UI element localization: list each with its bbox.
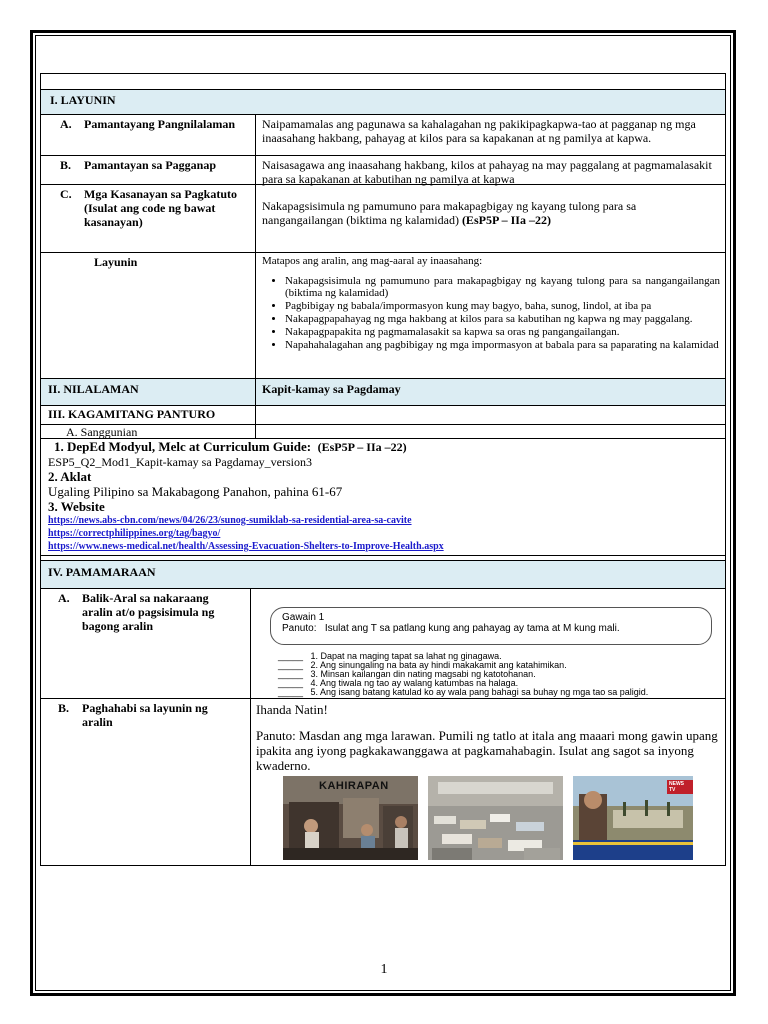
label-mga-kasanayan: Mga Kasanayan sa Pagkatuto (Isulat ang code ng bawat kasanayan) — [84, 187, 238, 229]
gawain-title: Gawain 1 — [282, 612, 325, 623]
section-header-nilalaman: II. NILALAMAN — [48, 382, 139, 396]
reference-deped-modyul: 1. DepEd Modyul, Melc at Curriculum Guide: (EsP5P – IIa –22) — [54, 439, 407, 454]
nilalaman-content: Kapit-kamay sa Pagdamay — [262, 382, 401, 396]
page-number: 1 — [380, 962, 388, 977]
label-paghahabi: Paghahabi sa layunin ng aralin — [82, 701, 208, 729]
objective-item: • Nakapagpapahayag ng mga hakbang at kilos para sa kabutihan ng kapwa ng may paggalang. — [285, 313, 720, 325]
row-letter-a: A. — [60, 117, 72, 131]
gawain-item: _____ 2. Ang sinungaling na bata ay hindi makakamit ang katahimikan. — [278, 660, 567, 670]
ihanda-natin: Ihanda Natin! — [256, 702, 328, 717]
objective-item: • Napahahalagahan ang pagbibigay ng mga impormasyon at babala para sa paparating na kalamidad — [285, 339, 720, 351]
gawain-item: _____ 4. Ang tiwala ng tao ay walang katumbas na halaga. — [278, 678, 519, 688]
gawain-item: _____ 3. Minsan kailangan din nating magsabi ng katotohanan. — [278, 669, 536, 679]
reference-aklat-title: Ugaling Pilipino sa Makabagong Panahon, pahina 61-67 — [48, 484, 343, 499]
label-pamantayang-pangnilalaman: Pamantayang Pangnilalaman — [84, 117, 236, 131]
objective-item: • Pagbibigay ng babala/impormasyon kung may bagyo, baha, sunog, lindol, at iba pa — [285, 300, 720, 312]
reference-aklat-label: 2. Aklat — [48, 469, 92, 484]
label-layunin: Layunin — [94, 255, 138, 269]
section-header-layunin: I. LAYUNIN — [50, 93, 116, 107]
photo-typhoon-news — [573, 776, 693, 860]
section-header-pamamaraan: IV. PAMAMARAAN — [48, 565, 156, 579]
content-mga-kasanayan: Nakapagsisimula ng pamumuno para makapagbigay ng kayang tulong para sa nangangailangan (biktima ng kalamidad) (EsP5P – IIa –22) — [262, 199, 637, 227]
label-sanggunian: A. Sanggunian — [66, 425, 138, 439]
row-letter-b: B. — [60, 158, 72, 172]
photo-caption-kahirapan: KAHIRAPAN — [319, 780, 389, 792]
label-balik-aral: Balik-Aral sa nakaraang aralin at/o pagsisimula ng bagong aralin — [82, 591, 215, 633]
reference-modyul-file: ESP5_Q2_Mod1_Kapit-kamay sa Pagdamay_version3 — [48, 455, 312, 469]
photo-kahirapan — [283, 776, 418, 860]
section-header-kagamitan: III. KAGAMITANG PANTURO — [48, 407, 216, 421]
content-pamantayan-sa-pagganap: Naisasagawa ang inaasahang hakbang, kilos at pahayag na may paggalang at pagmamalasakit para sa kapakanan at kabutihan ng pamilya at kapwa — [262, 158, 712, 186]
gawain-panuto: Panuto: Isulat ang T sa patlang kung ang pahayag ay tama at M kung mali. — [282, 623, 620, 634]
photo-evacuation-center — [428, 776, 563, 860]
objective-item: • Nakapagpapakita ng pagmamalasakit sa kapwa sa oras ng pangangailangan. — [285, 326, 720, 338]
row-letter-a-pamamaraan: A. — [58, 591, 70, 605]
link-correct-philippines[interactable]: https://correctphilippines.org/tag/bagyo/ — [48, 528, 221, 539]
objective-item: • Nakapagsisimula ng pamumuno para makapagbigay ng kayang tulong para sa nangangailangan (biktima ng kalamidad) — [285, 275, 720, 299]
objectives-intro: Matapos ang aralin, ang mag-aaral ay inaasahang: — [262, 255, 483, 267]
news-tv-badge: NEWS TV — [667, 780, 693, 794]
content-pamantayang-pangnilalaman: Naipamamalas ang pagunawa sa kahalagahan ng pakikipagkapwa-tao at pagganap ng mga inaasahang hakbang, pahayag at kilos para sa kapakanan at ng pamilya at kapwa. — [262, 117, 696, 145]
link-news-medical[interactable]: https://www.news-medical.net/health/Assessing-Evacuation-Shelters-to-Improve-Health.aspx — [48, 541, 444, 552]
row-letter-c: C. — [60, 187, 72, 201]
reference-website-label: 3. Website — [48, 499, 105, 514]
paghahabi-panuto: Panuto: Masdan ang mga larawan. Pumili ng tatlo at itala ang maaari mong gawin upang ipakita ang iyong pagkakawanggawa at pagkamahabagin. Isulat ang sagot sa inyong kwaderno. — [256, 728, 718, 773]
objectives-list — [255, 275, 720, 352]
gawain-item: _____ 5. Ang isang batang katulad ko ay wala pang bahagi sa buhay ng mga tao sa paligid. — [278, 687, 649, 697]
reference-links — [48, 514, 444, 553]
row-letter-b-pamamaraan: B. — [58, 701, 70, 715]
gawain-item: _____ 1. Dapat na maging tapat sa lahat ng ginagawa. — [278, 651, 502, 661]
label-pamantayan-sa-pagganap: Pamantayan sa Pagganap — [84, 158, 217, 172]
link-abs-cbn[interactable]: https://news.abs-cbn.com/news/04/26/23/sunog-sumiklab-sa-residential-area-sa-cavite — [48, 515, 412, 526]
